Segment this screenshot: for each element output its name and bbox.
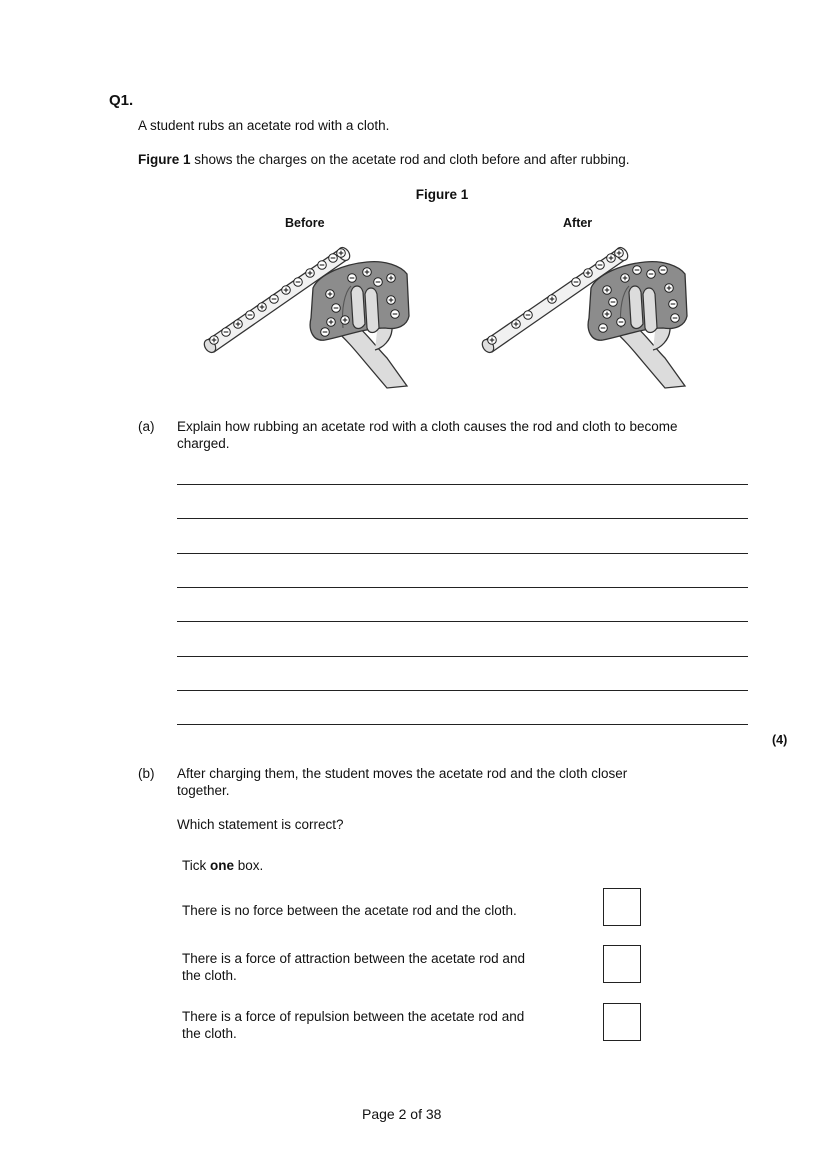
figure-reference — [138, 151, 630, 168]
page-footer — [362, 1106, 441, 1123]
after-illustration — [480, 245, 687, 388]
answer-line[interactable] — [177, 553, 748, 554]
before-label: Before — [285, 216, 325, 230]
figure-1-illustration — [195, 238, 695, 398]
part-a-text-line2: charged. — [177, 436, 230, 451]
answer-line[interactable] — [177, 587, 748, 588]
part-a-text-line1: Explain how rubbing an acetate rod with a cloth causes the rod and cloth to become — [177, 419, 678, 434]
answer-line[interactable] — [177, 518, 748, 519]
tick-box-no-force[interactable] — [603, 888, 641, 926]
option-repulsion — [182, 1008, 524, 1042]
before-illustration — [202, 245, 409, 388]
figure-ref-label: Figure 1 — [138, 152, 191, 167]
tick-instruction — [182, 857, 263, 874]
option-text-line2: the cloth. — [182, 968, 237, 983]
page-number: 2 — [398, 1106, 407, 1122]
answer-line[interactable] — [177, 656, 748, 657]
option-text-line1: There is a force of attraction between the acetate rod and — [182, 951, 525, 966]
tick-instruction-bold: one — [210, 858, 235, 873]
part-a-marks: (4) — [772, 733, 788, 747]
tick-instruction-pre: Tick — [182, 858, 210, 873]
page-of-label: of — [410, 1106, 422, 1122]
option-no-force — [182, 902, 517, 919]
page-total: 38 — [425, 1106, 442, 1122]
tick-box-attraction[interactable] — [603, 945, 641, 983]
figure-title: Figure 1 — [415, 187, 469, 202]
part-b-text-line2: together. — [177, 783, 230, 798]
option-text-line1: There is a force of repulsion between the acetate rod and — [182, 1009, 525, 1024]
answer-line[interactable] — [177, 724, 748, 725]
part-b-label: (b) — [138, 766, 155, 781]
part-a-label: (a) — [138, 419, 155, 434]
answer-line[interactable] — [177, 621, 748, 622]
after-label: After — [563, 216, 593, 230]
figure-ref-text: shows the charges on the acetate rod and cloth before and after rubbing. — [190, 152, 630, 167]
part-b-text-line1: After charging them, the student moves the acetate rod and the cloth closer — [177, 766, 628, 781]
answer-line[interactable] — [177, 690, 748, 691]
option-text-line2: the cloth. — [182, 1026, 237, 1041]
question-number: Q1. — [109, 92, 134, 109]
option-attraction — [182, 950, 525, 984]
part-b-question: Which statement is correct? — [177, 817, 344, 832]
page-label: Page — [362, 1106, 395, 1122]
option-text-line1: There is no force between the acetate rod and the cloth. — [182, 903, 517, 918]
tick-box-repulsion[interactable] — [603, 1003, 641, 1041]
tick-instruction-post: box. — [234, 858, 264, 873]
question-intro: A student rubs an acetate rod with a cloth. — [138, 118, 390, 133]
answer-line[interactable] — [177, 484, 748, 485]
